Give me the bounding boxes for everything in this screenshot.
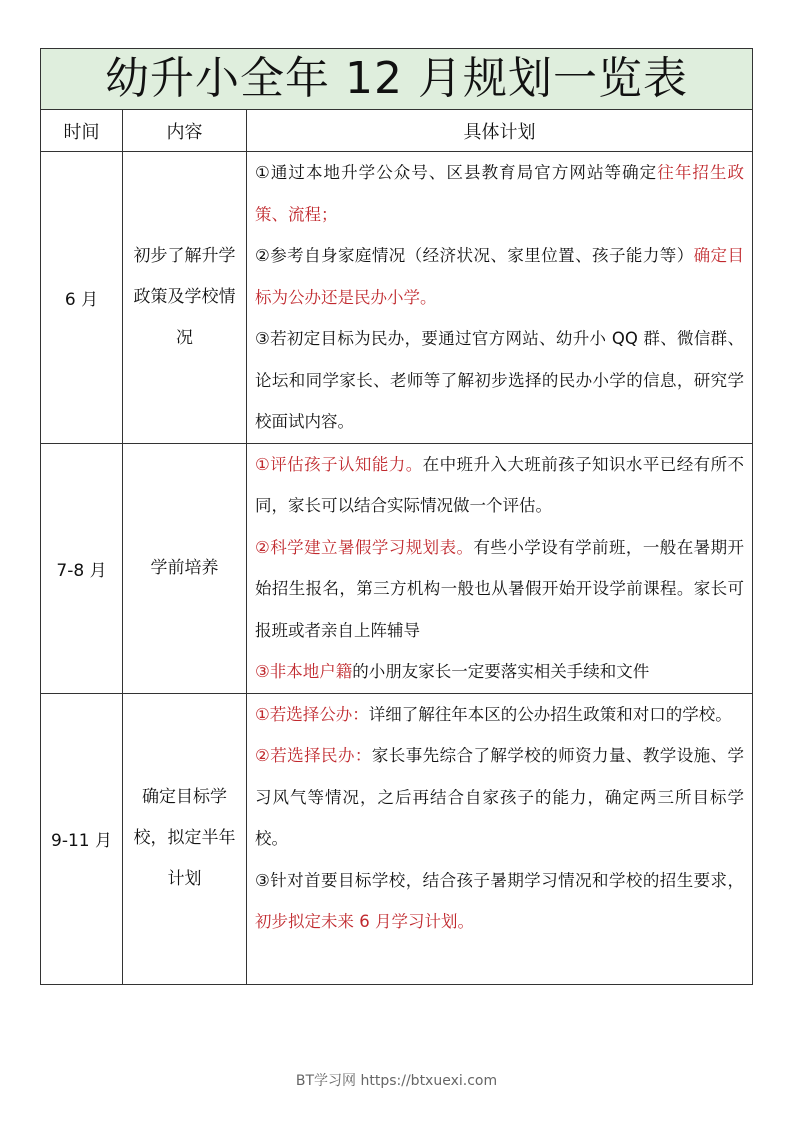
plan-item	[255, 444, 744, 527]
plan-text: 在中班升入大班前孩子知识水平已经有所不同，家长可以结合实际情况做一个评估。	[255, 454, 745, 515]
plan-cell	[247, 152, 753, 444]
header-plan: 具体计划	[247, 110, 753, 152]
plan-item	[255, 318, 744, 443]
table-row	[41, 443, 753, 693]
plan-item	[255, 735, 744, 860]
plan-text: 有些小学设有学前班，一般在暑期开始招生报名，第三方机构一般也从暑假开始开设学前课程。家长可报班或者亲自上阵辅导	[255, 537, 745, 640]
plan-text: 家长事先综合了解学校的师资力量、教学设施、学习风气等情况，之后再结合自家孩子的能力，确定两三所目标学校。	[255, 746, 744, 848]
plan-item	[255, 694, 744, 736]
header-time: 时间	[41, 110, 123, 152]
plan-text-highlight: ③非本地户籍	[255, 662, 353, 681]
plan-text-highlight: ①评估孩子认知能力。	[255, 454, 423, 474]
plan-text-highlight: 确定目标为公办还是民办小学。	[255, 246, 744, 307]
plan-table	[40, 48, 753, 985]
plan-item	[255, 235, 744, 318]
page-title: 幼升小全年 12 月规划一览表	[41, 49, 753, 110]
title-row	[41, 49, 753, 110]
plan-cell	[247, 443, 753, 693]
header-row	[41, 110, 753, 152]
plan-text: ①通过本地升学公众号、区县教育局官方网站等确定	[255, 163, 658, 182]
plan-text-highlight: ①若选择公办：	[255, 704, 369, 724]
plan-item	[255, 860, 744, 943]
content-cell: 确定目标学校，拟定半年计划	[123, 693, 247, 984]
time-cell: 6 月	[41, 152, 123, 444]
time-cell: 7-8 月	[41, 443, 123, 693]
table-row	[41, 693, 753, 984]
plan-text-highlight: ；	[321, 204, 338, 224]
plan-item	[255, 527, 744, 652]
content-cell: 初步了解升学政策及学校情况	[123, 152, 247, 444]
plan-item	[255, 651, 744, 693]
time-cell: 9-11 月	[41, 693, 123, 984]
plan-text: ③若初定目标为民办，要通过官方网站、幼升小 QQ 群、微信群、论坛和同学家长、老师等了解初步选择的民办小学的信息，研究学校面试内容。	[255, 329, 744, 431]
plan-cell	[247, 693, 753, 984]
content-cell: 学前培养	[123, 443, 247, 693]
plan-text: 详细了解往年本区的公办招生政策和对口的学校。	[368, 704, 732, 724]
plan-text-highlight: 初步拟定未来 6 月学习计划。	[255, 912, 474, 931]
plan-text: 的小朋友家长一定要落实相关手续和文件	[352, 662, 650, 681]
table-row	[41, 152, 753, 444]
plan-text: ③针对首要目标学校，结合孩子暑期学习情况和学校的招生要求，	[255, 870, 744, 890]
plan-text-highlight: ②若选择民办：	[255, 746, 372, 765]
plan-text: ②参考自身家庭情况（经济状况、家里位置、孩子能力等）	[255, 246, 694, 265]
plan-text-highlight: ②科学建立暑假学习规划表。	[255, 537, 474, 557]
plan-text-highlight: 往年招生政策、流程	[255, 163, 745, 224]
plan-item	[255, 152, 744, 235]
header-content: 内容	[123, 110, 247, 152]
footer-watermark: BT学习网 https://btxuexi.com	[295, 1073, 498, 1089]
